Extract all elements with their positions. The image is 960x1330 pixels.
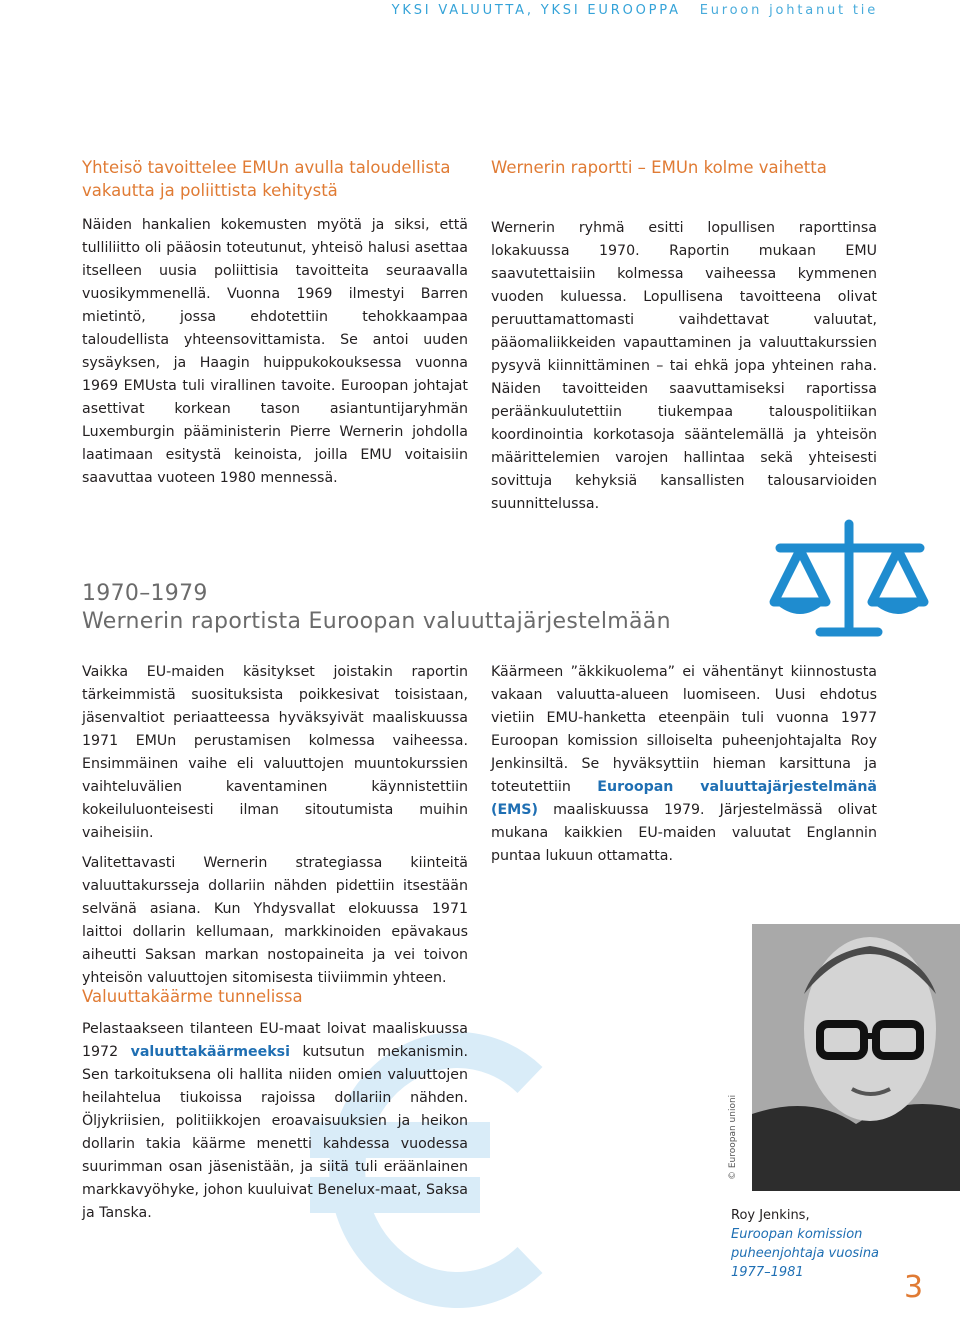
term-ems: Euroopan valuuttajärjestelmänä (EMS) xyxy=(491,779,877,818)
section-heading: Wernerin raportista Euroopan valuuttajärjestelmään xyxy=(82,609,671,634)
portrait-photo xyxy=(752,924,960,1191)
paragraph-ems: Käärmeen ”äkkikuolema” ei vähentänyt kiinnostusta vakaan valuutta-alueen luomiseen. Uusi ehdotus vietiin EMU-hanketta eteenpäin tuli vuonna 1977 Euroopan komission silloiselta puheenjohtajalta Roy Jenkinsiltä. Se hyväksyttiin hieman karsittuna ja toteutettiin Euroopan valuuttajärjestelmänä (EMS) maaliskuussa 1979. Järjestelmässä olivat mukana kaikkien EU-maiden valuutat Englannin puntaa lukuun ottamatta. xyxy=(491,664,877,864)
paragraph-2: Valitettavasti Wernerin strategiassa kiinteitä valuuttakursseja dollariin nähden pidettiin itsestään selvänä asiana. Kun Yhdysvallat elokuussa 1971 laittoi dollarin kellumaan, markkinoiden epävakaus aiheutti Saksan markan nostopaineita ja vei toivon yhteisön valuuttojen sitomisesta tiiviimmin yhteen. xyxy=(82,855,468,986)
text-emu-goal xyxy=(82,214,468,497)
running-header-section: YKSI VALUUTTA, YKSI EUROOPPA xyxy=(391,3,681,18)
running-header xyxy=(392,3,878,18)
photo-caption xyxy=(731,1206,891,1282)
photo-credit: © Euroopan unioni xyxy=(728,1094,738,1180)
section-years: 1970–1979 xyxy=(82,581,208,606)
page-number: 3 xyxy=(904,1270,924,1305)
text-werner-report xyxy=(491,217,877,523)
paragraph-3: Pelastaakseen tilanteen EU-maat loivat maaliskuussa 1972 valuuttakäärmeeksi kutsutun mekanismin. Sen tarkoituksena oli hallita niiden omien valuuttojen heilahtelua tiukoissa rajoissa dollariin nähden. Öljykriisien, politiikkojen eroavaisuuksien ja heikon dollarin takia käärme menetti kahdessa vuodessa suurimman osan jäsenistään, ja siitä tuli eräänlainen markkavyöhyke, johon kuuluivat Benelux-maat, Saksa ja Tanska. xyxy=(82,1021,468,1221)
running-header-subsection: Euroon johtanut tie xyxy=(699,3,878,18)
paragraph-1: Vaikka EU-maiden käsitykset joistakin raportin tärkeimmistä suosituksista poikkesivat toisistaan, jäsenvaltiot periaatteessa hyväksyivät maaliskuussa 1971 EMUn perustamisen kolmessa vaiheessa. Ensimmäinen vaihe eli valuuttojen muuntokurssien vaihteluvälien kaventaminen käynnistettiin kokeiluluonteisesti ilman sitoutumista muihin vaiheisiin. xyxy=(82,664,468,841)
scales-of-justice-icon xyxy=(760,518,960,640)
portrait-illustration xyxy=(752,924,960,1191)
caption-role-2: puheenjohtaja vuosina xyxy=(731,1246,880,1261)
heading-werner-report: Wernerin raportti – EMUn kolme vaihetta xyxy=(491,158,827,177)
paragraph: Näiden hankalien kokemusten myötä ja siksi, että tulliliitto oli pääosin toteutunut, yhteisö halusi asettaa itselleen uusia poliittisia tavoitteita seuraavalla vuosikymmenellä. Vuonna 1969 ilmestyi Barren mietintö, jossa ehdotettiin tehokkaampaa taloudellista yhteensovittamista. Se antoi uuden sysäyksen, ja Haagin huippukokouksessa vuonna 1969 EMUsta tuli virallinen tavoite. Euroopan johtajat asettivat korkean tason asiantuntijaryhmän Luxemburgin pääministerin Pierre Wernerin johdolla laatimaan esitystä keinoista, joilla EMU voitaisiin saavuttaa vuoteen 1980 mennessä. xyxy=(82,217,468,486)
term-snake: valuuttakäärmeeksi xyxy=(130,1044,290,1060)
caption-name: Roy Jenkins, xyxy=(731,1208,810,1223)
caption-years: 1977–1981 xyxy=(731,1265,804,1280)
section-title xyxy=(82,580,671,636)
paragraph: Wernerin ryhmä esitti lopullisen raporttinsa lokakuussa 1970. Raportin mukaan EMU saavutettaisiin kolmessa vaiheessa kymmenen vuoden kuluessa. Lopullisena tavoitteena olivat peruuttamattomasti vaihdettavat valuutat, pääomaliikkeiden vapauttaminen ja valuuttakurssien pysyvä kiinnittäminen – tai ehkä jopa yhteinen raha. Näiden tavoitteiden saavuttamiseksi raportissa peräänkuulutettiin tiukempaa talouspolitiikan koordinointia korkotasoja sääntelemällä ja yhteisön määrittelemien varojen hallintaa sekä yhteisesti sovittuja kehyksiä kansallisten talousarvioiden suunnittelussa. xyxy=(491,220,877,512)
text-snake xyxy=(82,1018,468,1232)
text-ems xyxy=(491,661,877,875)
caption-role-1: Euroopan komission xyxy=(731,1227,863,1242)
text-werner-outcome xyxy=(82,661,468,997)
heading-snake: Valuuttakäärme tunnelissa xyxy=(82,987,303,1006)
heading-emu-goal: Yhteisö tavoittelee EMUn avulla taloudellista vakautta ja poliittista kehitystä xyxy=(82,158,451,200)
